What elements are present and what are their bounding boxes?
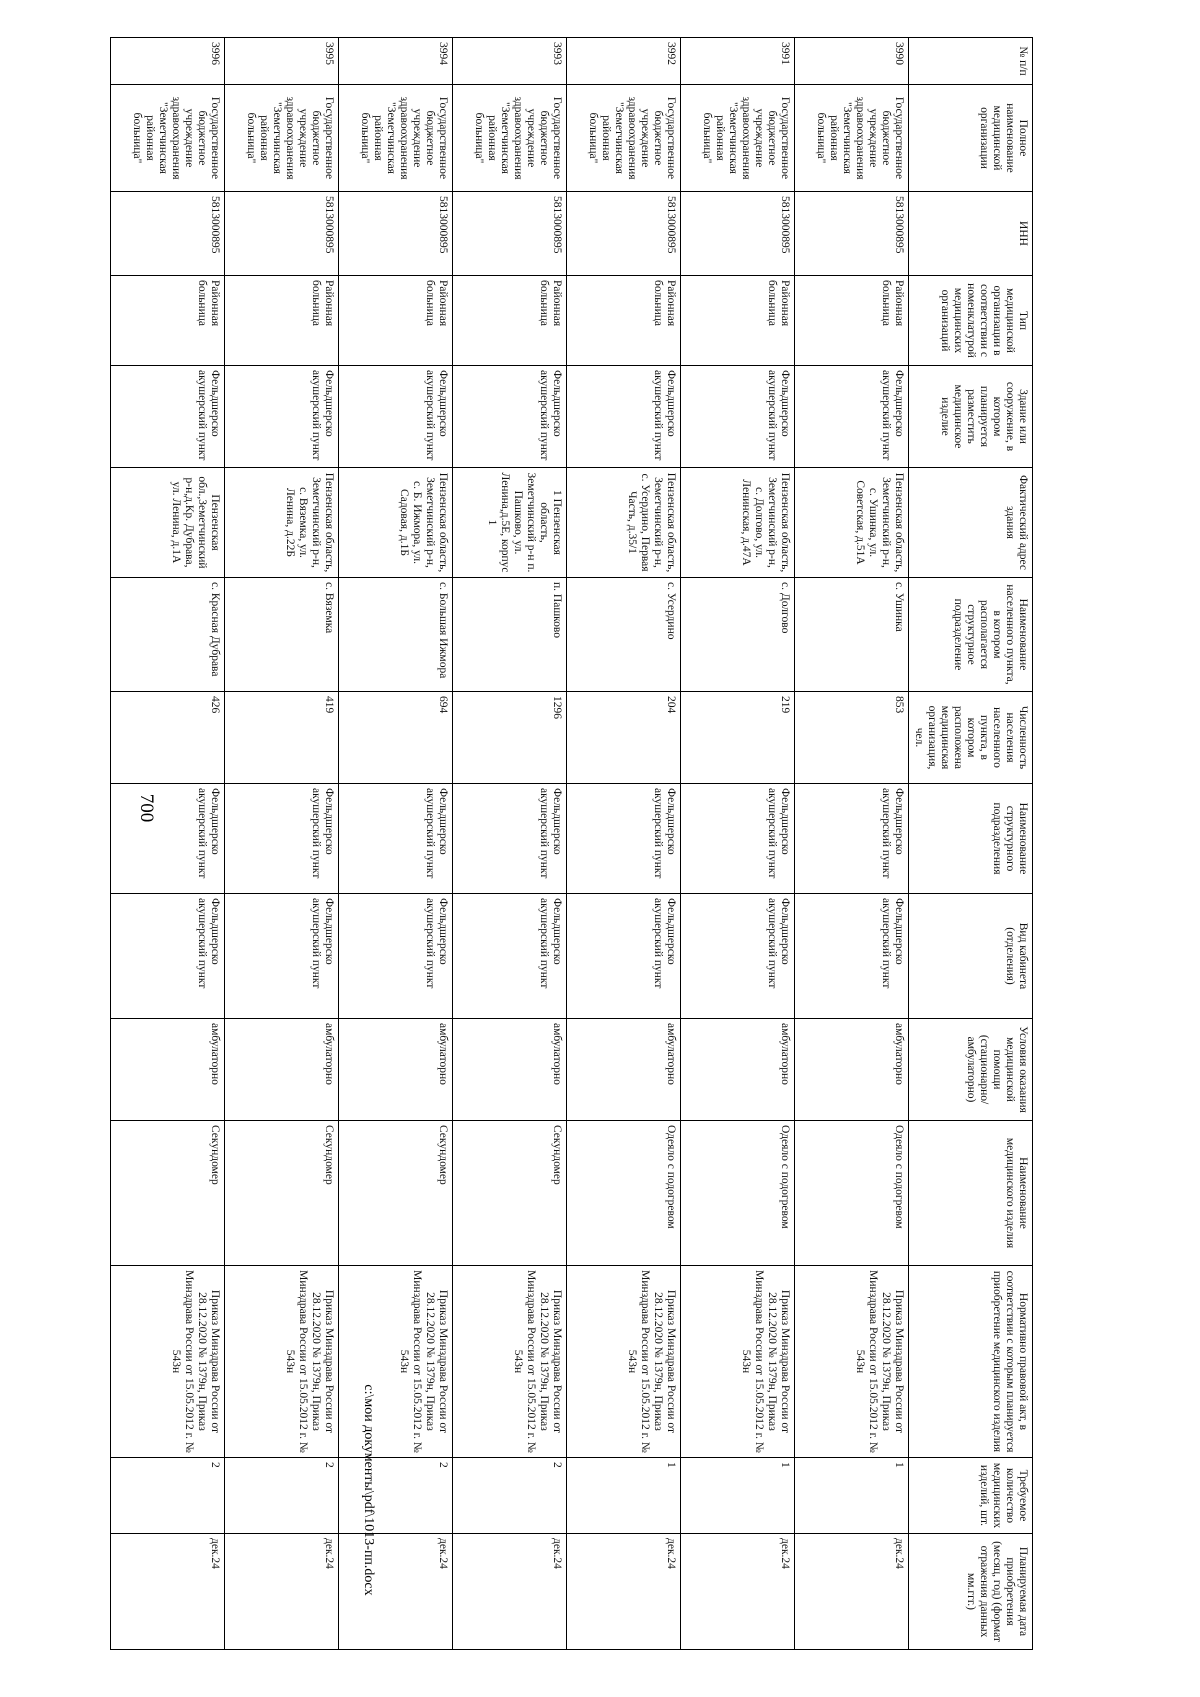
cell-act: Приказ Минздрава России от 28.12.2020 № 1379н, Приказ Минздрава России от 15.05.2012 г. № 543н [111, 1266, 225, 1458]
cell-qty: 2 [339, 1458, 453, 1534]
column-header: Условия оказания медицинской помощи (стационарно/амбулаторно) [909, 1019, 1033, 1121]
column-header: Наименование населенного пункта, в котором располагается структурное подразделение [909, 578, 1033, 692]
cell-conditions: амбулаторно [225, 1019, 339, 1121]
cell-act: Приказ Минздрава России от 28.12.2020 № 1379н, Приказ Минздрава России от 15.05.2012 г. № 543н [681, 1266, 795, 1458]
registry-table [110, 37, 1033, 1650]
cell-unit: Фельдшерско акушерский пункт [453, 784, 567, 894]
cell-conditions: амбулаторно [795, 1019, 909, 1121]
cell-device: Секундомер [111, 1121, 225, 1266]
cell-unit: Фельдшерско акушерский пункт [567, 784, 681, 894]
cell-cabinet: Фельдшерско акушерский пункт [681, 894, 795, 1019]
cell-date: дек.24 [225, 1534, 339, 1650]
cell-device: Секундомер [453, 1121, 567, 1266]
cell-num: 3995 [225, 38, 339, 85]
cell-type: Районная больница [795, 276, 909, 366]
cell-unit: Фельдшерско акушерский пункт [225, 784, 339, 894]
cell-cabinet: Фельдшерско акушерский пункт [225, 894, 339, 1019]
cell-address: Пензенская область, Земетчинский р-н, с. Ушинка, ул. Советская, д.51А [795, 468, 909, 578]
cell-qty: 2 [111, 1458, 225, 1534]
cell-inn: 5813000895 [111, 192, 225, 276]
cell-address: Пензенская область, Земетчинский р-н, с. Долгово, ул. Ленинская, д.47А [681, 468, 795, 578]
cell-qty: 1 [681, 1458, 795, 1534]
cell-num: 3993 [453, 38, 567, 85]
cell-org: Государственное бюджетное учреждение здравоохранения "Земетчинская районная больница" [567, 85, 681, 192]
cell-address: Пензенская область, Земетчинский р-н, с. Усердино, Первая Часть, д.35/1 [567, 468, 681, 578]
cell-cabinet: Фельдшерско акушерский пункт [111, 894, 225, 1019]
column-header: Наименование структурного подразделения [909, 784, 1033, 894]
column-header: Численность населения населенного пункта, в котором расположена медицинская организация, чел. [909, 692, 1033, 784]
cell-qty: 2 [453, 1458, 567, 1534]
table-row [453, 38, 567, 1650]
cell-cabinet: Фельдшерско акушерский пункт [795, 894, 909, 1019]
cell-inn: 5813000895 [453, 192, 567, 276]
table-row [225, 38, 339, 1650]
cell-device: Одеяло с подогревом [567, 1121, 681, 1266]
cell-num: 3992 [567, 38, 681, 85]
cell-org: Государственное бюджетное учреждение здравоохранения "Земетчинская районная больница" [111, 85, 225, 192]
column-header: Планируемая дата приобретения (месяц, год) (формат отражения данных мм.ггг.) [909, 1534, 1033, 1650]
column-header: № п/п [909, 38, 1033, 85]
cell-building: Фельдшерско акушерский пункт [567, 366, 681, 468]
cell-address: Пензенская обл.,Земетчинский р-н,д.Кр. Дубрава, ул. Ленина, д.1А [111, 468, 225, 578]
cell-cabinet: Фельдшерско акушерский пункт [453, 894, 567, 1019]
cell-date: дек.24 [339, 1534, 453, 1650]
column-header: Требуемое количество медицинских изделий, шт. [909, 1458, 1033, 1534]
cell-locality: п. Пашково [453, 578, 567, 692]
cell-type: Районная больница [339, 276, 453, 366]
cell-org: Государственное бюджетное учреждение здравоохранения "Земетчинская районная больница" [681, 85, 795, 192]
cell-type: Районная больница [111, 276, 225, 366]
cell-building: Фельдшерско акушерский пункт [453, 366, 567, 468]
cell-num: 3990 [795, 38, 909, 85]
cell-org: Государственное бюджетное учреждение здравоохранения "Земетчинская районная больница" [339, 85, 453, 192]
cell-population: 1296 [453, 692, 567, 784]
cell-building: Фельдшерско акушерский пункт [111, 366, 225, 468]
cell-conditions: амбулаторно [681, 1019, 795, 1121]
cell-conditions: амбулаторно [567, 1019, 681, 1121]
cell-locality: с. Вяземка [225, 578, 339, 692]
column-header: Нормативно правовой акт, в соответствии с которым планируется приобретение медицинского изделия [909, 1266, 1033, 1458]
cell-locality: с. Долгово [681, 578, 795, 692]
cell-act: Приказ Минздрава России от 28.12.2020 № 1379н, Приказ Минздрава России от 15.05.2012 г. № 543н [795, 1266, 909, 1458]
cell-num: 3994 [339, 38, 453, 85]
cell-type: Районная больница [225, 276, 339, 366]
cell-population: 204 [567, 692, 681, 784]
cell-locality: с. Ушинка [795, 578, 909, 692]
cell-act: Приказ Минздрава России от 28.12.2020 № 1379н, Приказ Минздрава России от 15.05.2012 г. № 543н [225, 1266, 339, 1458]
cell-address: 1 Пензенская область, Земетчинский р-н п. Пашково, ул. Ленина,д.5Е, корпус 1 [453, 468, 567, 578]
column-header: Вид кабинета (отделения) [909, 894, 1033, 1019]
column-header: Наименование медицинского изделия [909, 1121, 1033, 1266]
cell-qty: 2 [225, 1458, 339, 1534]
cell-date: дек.24 [453, 1534, 567, 1650]
cell-unit: Фельдшерско акушерский пункт [681, 784, 795, 894]
cell-locality: с. Большая Ижмора [339, 578, 453, 692]
cell-population: 694 [339, 692, 453, 784]
cell-address: Пензенская область, Земетчинский р-н, с. Вяземка, ул. Ленина, д.22Б [225, 468, 339, 578]
cell-num: 3991 [681, 38, 795, 85]
column-header: Тип медицинской организации в соответствии с номенклатурой медицинских организаций [909, 276, 1033, 366]
cell-type: Районная больница [567, 276, 681, 366]
cell-date: дек.24 [567, 1534, 681, 1650]
table-row [795, 38, 909, 1650]
cell-inn: 5813000895 [795, 192, 909, 276]
cell-qty: 1 [567, 1458, 681, 1534]
cell-unit: Фельдшерско акушерский пункт [339, 784, 453, 894]
cell-device: Одеяло с подогревом [681, 1121, 795, 1266]
cell-qty: 1 [795, 1458, 909, 1534]
cell-address: Пензенская область, Земетчинский р-н, с. Б. Ижмора, ул. Садовая, д.1Б [339, 468, 453, 578]
cell-device: Секундомер [339, 1121, 453, 1266]
cell-population: 426 [111, 692, 225, 784]
cell-act: Приказ Минздрава России от 28.12.2020 № 1379н, Приказ Минздрава России от 15.05.2012 г. № 543н [339, 1266, 453, 1458]
cell-building: Фельдшерско акушерский пункт [339, 366, 453, 468]
table-row [339, 38, 453, 1650]
cell-org: Государственное бюджетное учреждение здравоохранения "Земетчинская районная больница" [225, 85, 339, 192]
cell-conditions: амбулаторно [339, 1019, 453, 1121]
cell-device: Секундомер [225, 1121, 339, 1266]
column-header: Здание или сооружение, в котором планируется разместить медицинское изделие [909, 366, 1033, 468]
table-row [111, 38, 225, 1650]
cell-building: Фельдшерско акушерский пункт [681, 366, 795, 468]
column-header: Фактический адрес здания [909, 468, 1033, 578]
cell-org: Государственное бюджетное учреждение здравоохранения "Земетчинская районная больница" [795, 85, 909, 192]
cell-locality: с. Красная Дубрава [111, 578, 225, 692]
cell-inn: 5813000895 [681, 192, 795, 276]
cell-date: дек.24 [795, 1534, 909, 1650]
cell-device: Одеяло с подогревом [795, 1121, 909, 1266]
cell-unit: Фельдшерско акушерский пункт [111, 784, 225, 894]
cell-building: Фельдшерско акушерский пункт [225, 366, 339, 468]
table-header-row [909, 38, 1033, 1650]
cell-inn: 5813000895 [225, 192, 339, 276]
cell-num: 3996 [111, 38, 225, 85]
cell-type: Районная больница [453, 276, 567, 366]
column-header: ИНН [909, 192, 1033, 276]
cell-building: Фельдшерско акушерский пункт [795, 366, 909, 468]
table-row [681, 38, 795, 1650]
cell-type: Районная больница [681, 276, 795, 366]
cell-act: Приказ Минздрава России от 28.12.2020 № 1379н, Приказ Минздрава России от 15.05.2012 г. № 543н [567, 1266, 681, 1458]
cell-conditions: амбулаторно [111, 1019, 225, 1121]
table-row [567, 38, 681, 1650]
cell-cabinet: Фельдшерско акушерский пункт [567, 894, 681, 1019]
footer-file-path: c:\мои документы\pdf\1013-пп.docx [361, 1384, 376, 1596]
cell-locality: с. Усердино [567, 578, 681, 692]
cell-inn: 5813000895 [339, 192, 453, 276]
column-header: Полное наименование медицинской организации [909, 85, 1033, 192]
cell-conditions: амбулаторно [453, 1019, 567, 1121]
cell-population: 419 [225, 692, 339, 784]
cell-population: 853 [795, 692, 909, 784]
page-number: 700 [136, 793, 157, 823]
table-body [111, 38, 909, 1650]
cell-org: Государственное бюджетное учреждение здравоохранения "Земетчинская районная больница" [453, 85, 567, 192]
cell-date: дек.24 [111, 1534, 225, 1650]
cell-inn: 5813000895 [567, 192, 681, 276]
cell-cabinet: Фельдшерско акушерский пункт [339, 894, 453, 1019]
cell-act: Приказ Минздрава России от 28.12.2020 № 1379н, Приказ Минздрава России от 15.05.2012 г. № 543н [453, 1266, 567, 1458]
cell-date: дек.24 [681, 1534, 795, 1650]
cell-unit: Фельдшерско акушерский пункт [795, 784, 909, 894]
cell-population: 219 [681, 692, 795, 784]
